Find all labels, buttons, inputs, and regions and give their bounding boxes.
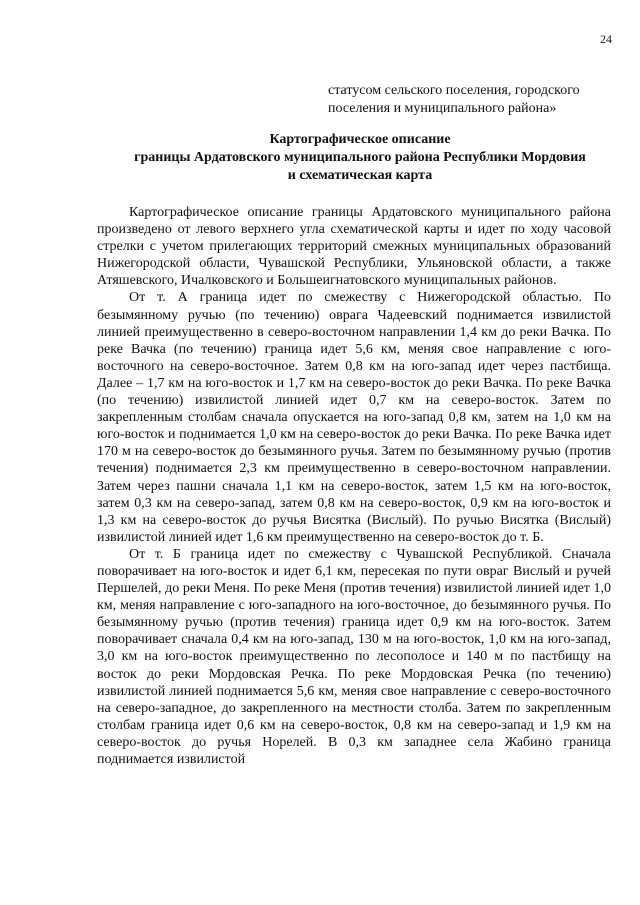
section-heading: [90, 131, 630, 185]
heading-line: Картографическое описание: [269, 132, 451, 147]
paragraph-point-a: От т. А граница идет по смежеству с Нижегородской областью. По безымянному ручью (по течению) оврага Чадеевский поднимается извилистой линией преимущественно в северо-восточном направлении 1,4 км до реки Вачка. По реке Вачка (по течению) граница идет 5,6 км, меняя свое направление с юго-восточного на северо-восточное. Затем 0,8 км на юго-запад идет через пастбища. Далее – 1,7 км на юго-восток и 1,7 км на северо-восток до реки Вачка. По реке Вачка (по течению) извилистой линией идет 0,7 км на северо-восток. Затем по закрепленным столбам сначала опускается на юго-запад 0,8 км, затем на 1,0 км на юго-восток и поднимается 1,0 км на северо-восток до реки Вачка. По реке Вачка идет 170 м на северо-восток до безымянного ручья. Затем по безымянному ручью (против течения) поднимается 2,3 км преимущественно в северо-восточном направлении. Затем через пашни сначала 1,1 км на северо-восток, затем 1,5 км на юго-восток, затем 0,3 км на северо-запад, затем 0,8 км на северо-восток, 0,9 км на юго-восток и 1,3 км на северо-восток до ручья Висятка (Вислый). По ручью Висятка (Вислый) извилистой линией идет 1,6 км преимущественно на северо-восток до т. Б.: [97, 290, 611, 545]
heading-line: границы Ардатовского муниципального района Республики Мордовия: [134, 150, 586, 165]
heading-line: и схематическая карта: [287, 168, 433, 183]
preamble-line: статусом сельского поселения, городского: [328, 83, 580, 98]
preamble-text: [328, 82, 610, 118]
paragraph-intro: Картографическое описание границы Ардатовского муниципального района произведено от левого верхнего угла схематической карты и идет по ходу часовой стрелки с учетом прилегающих территорий смежных муниципальных образований Нижегородской области, Чувашской Республики, Ульяновской области, а также Атяшевского, Ичалковского и Большеигнатовского муниципальных районов.: [97, 205, 611, 289]
body-text: [97, 204, 611, 768]
preamble-line: поселения и муниципального района»: [328, 101, 557, 116]
page-number: 24: [600, 32, 612, 46]
paragraph-point-b: От т. Б граница идет по смежеству с Чувашской Республикой. Сначала поворачивает на юго-восток и идет 6,1 км, пересекая по пути овраг Вислый и ручей Першелей, до реки Меня. По реке Меня (против течения) извилистой линией идет 1,0 км, меняя направление с юго-западного на юго-восточное, до безымянного ручья. По безымянному ручью (против течения) граница идет 0,9 км на юго-восток. Затем поворачивает сначала 0,4 км на юго-запад, 130 м на юго-восток, 1,0 км на юго-запад, 3,0 км на юго-восток преимущественно по лесополосе и 140 м по пастбищу на восток до реки Мордовская Речка. По реке Мордовская Речка (по течению) извилистой линией поднимается 5,6 км, меняя свое направление с северо-восточного на северо-западное, до закрепленного на местности столба. Затем по закрепленным столбам граница идет 0,6 км на северо-восток, 0,8 км на северо-запад и 1,9 км на северо-восток до ручья Норелей. В 0,3 км западнее села Жабино граница поднимается извилистой: [97, 546, 611, 767]
